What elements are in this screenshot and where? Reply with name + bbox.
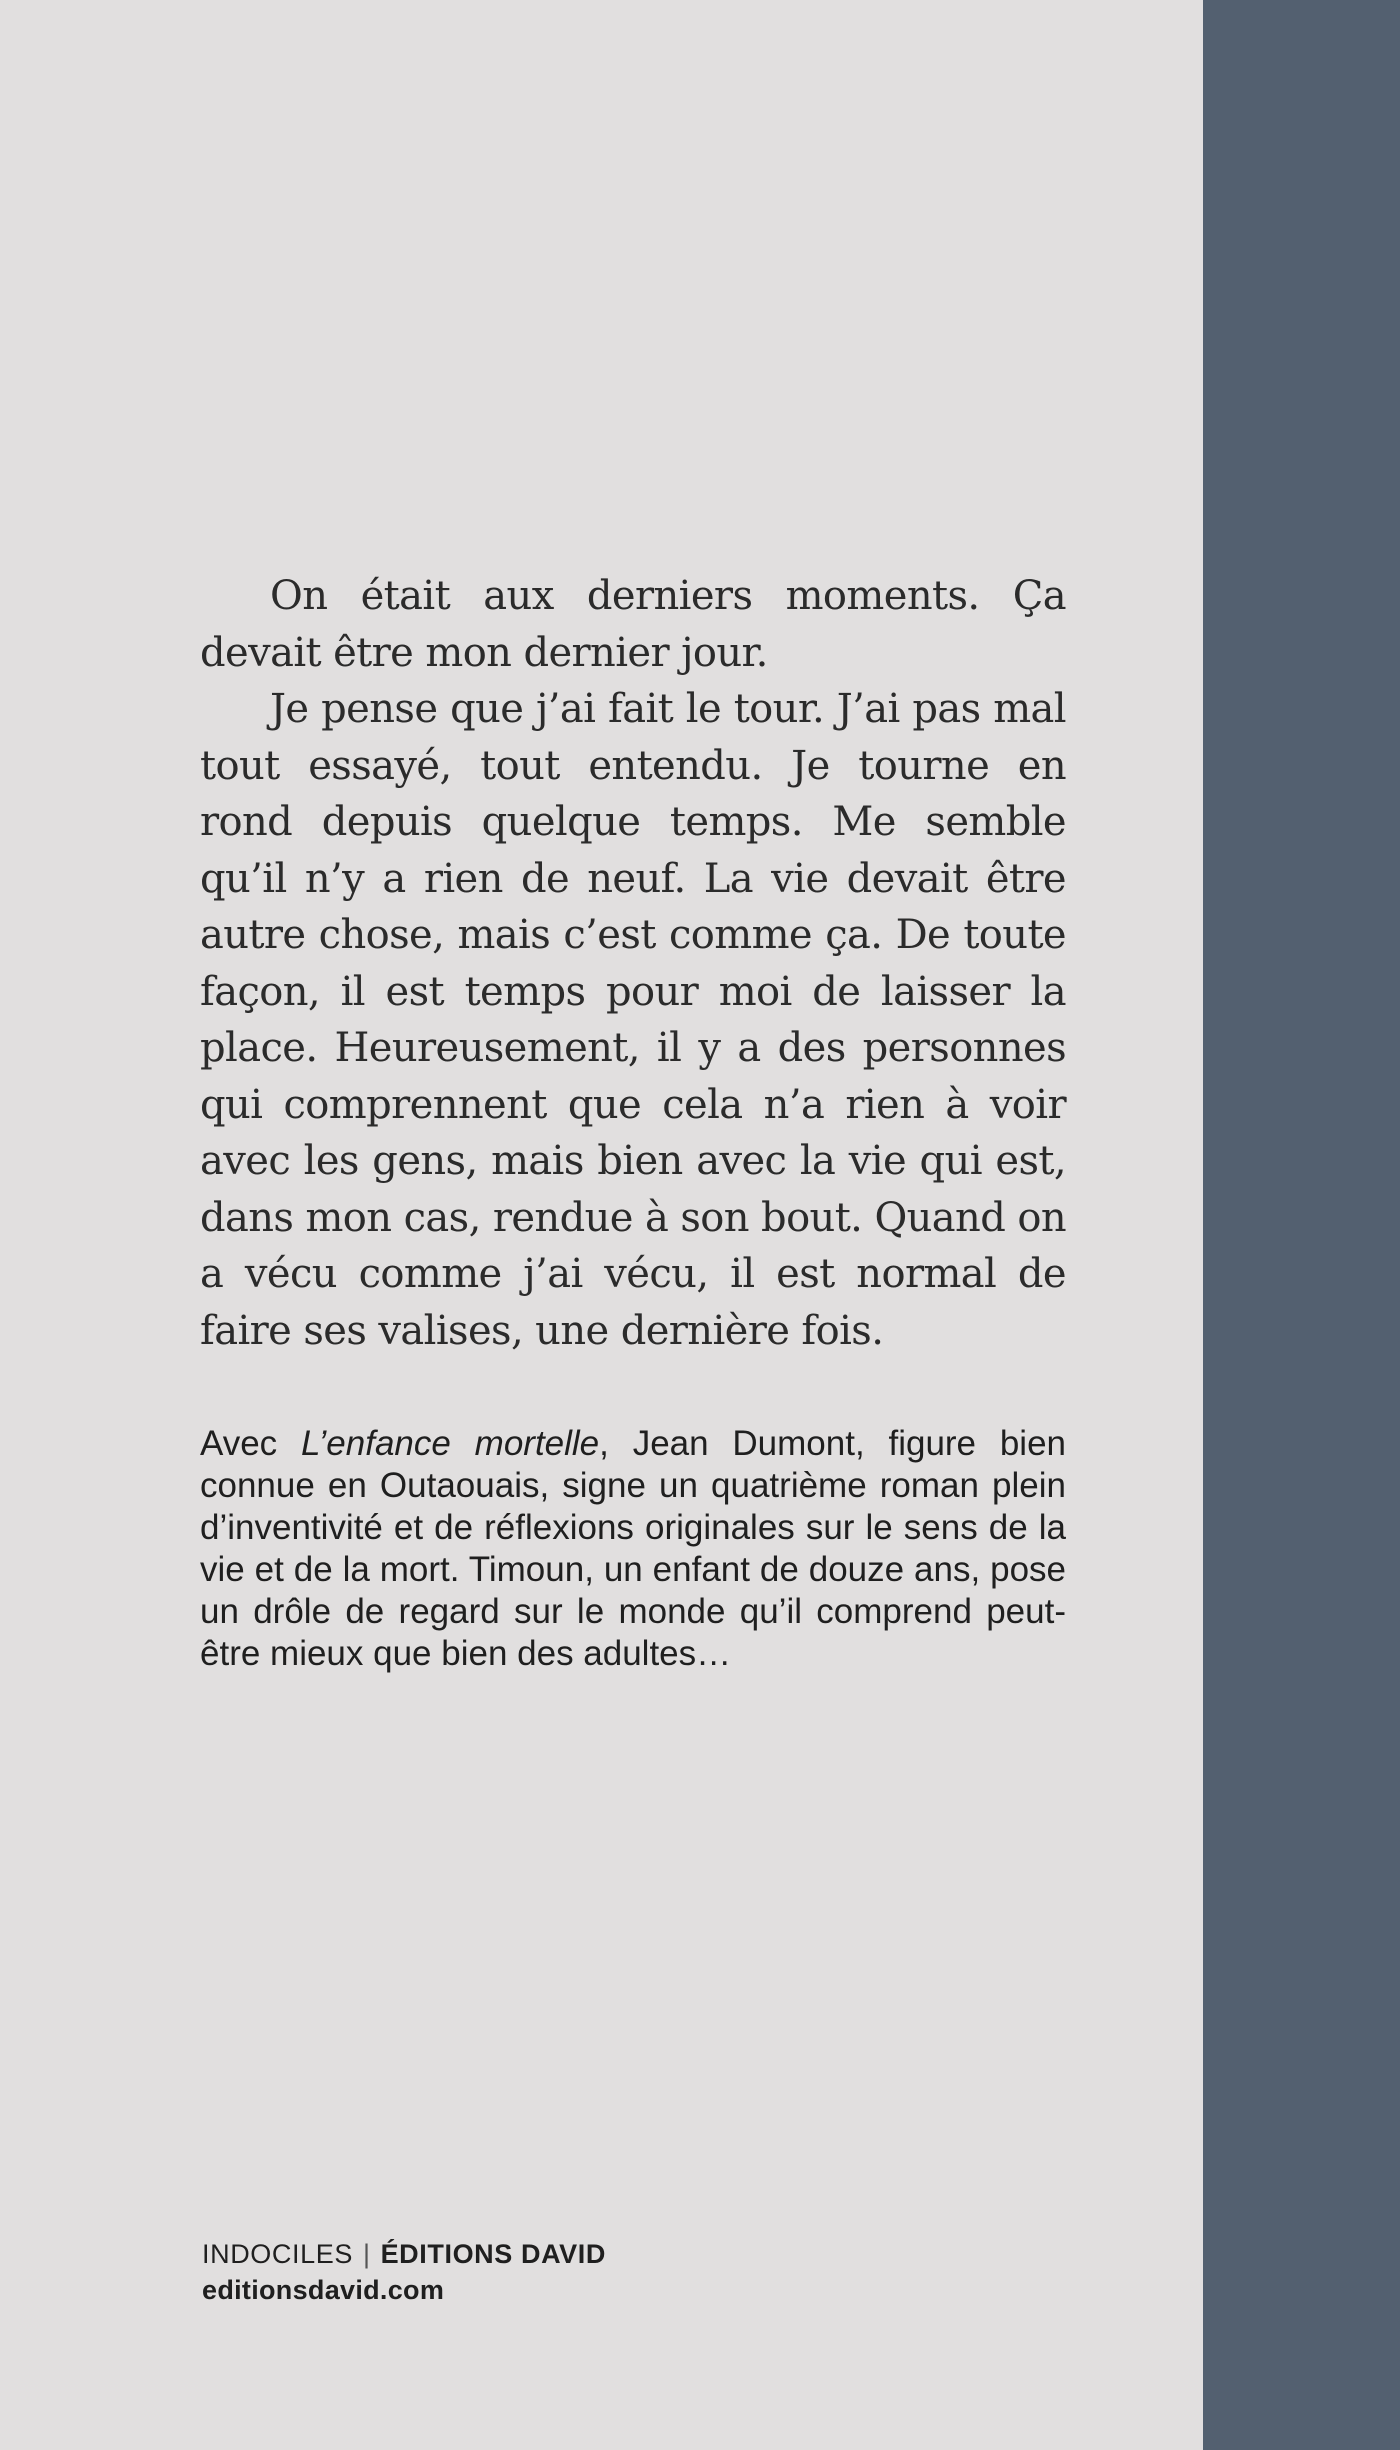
book-blurb bbox=[200, 1423, 1066, 1675]
excerpt-paragraph-1: On était aux derniers moments. Ça devait être mon dernier jour. bbox=[200, 573, 1066, 676]
blurb-text: , Jean Dumont, figure bien connue en Outaouais, signe un quatrième roman plein d’inventivité et de réflexions originales sur le sens de la vie et de la mort. Timoun, un enfant de douze ans, pose un drôle de regard sur le monde qu’il comprend peut-être mieux que bien des adultes… bbox=[200, 1424, 1067, 1673]
blurb-prefix: Avec bbox=[200, 1424, 301, 1463]
book-excerpt bbox=[200, 568, 1066, 1359]
blurb-book-title: L’enfance mortelle bbox=[301, 1424, 600, 1463]
excerpt-paragraph-2: Je pense que j’ai fait le tour. J’ai pas mal tout essayé, tout entendu. Je tourne en rond depuis quelque temps. Me semble qu’il n’y a rien de neuf. La vie devait être autre chose, mais c’est comme ça. De toute façon, il est temps pour moi de laisser la place. Heureusement, il y a des personnes qui comprennent que cela n’a rien à voir avec les gens, mais bien avec la vie qui est, dans mon cas, rendue à son bout. Quand on a vécu comme j’ai vécu, il est normal de faire ses valises, une dernière fois. bbox=[200, 686, 1066, 1354]
imprint-line bbox=[202, 2236, 606, 2272]
imprint-separator: | bbox=[362, 2239, 371, 2269]
spine-color-band bbox=[1203, 0, 1400, 2450]
publisher-name: ÉDITIONS DAVID bbox=[380, 2239, 606, 2269]
publisher-website: editionsdavid.com bbox=[202, 2275, 445, 2305]
publisher-imprint bbox=[202, 2236, 606, 2308]
collection-name: INDOCILES bbox=[202, 2239, 353, 2269]
